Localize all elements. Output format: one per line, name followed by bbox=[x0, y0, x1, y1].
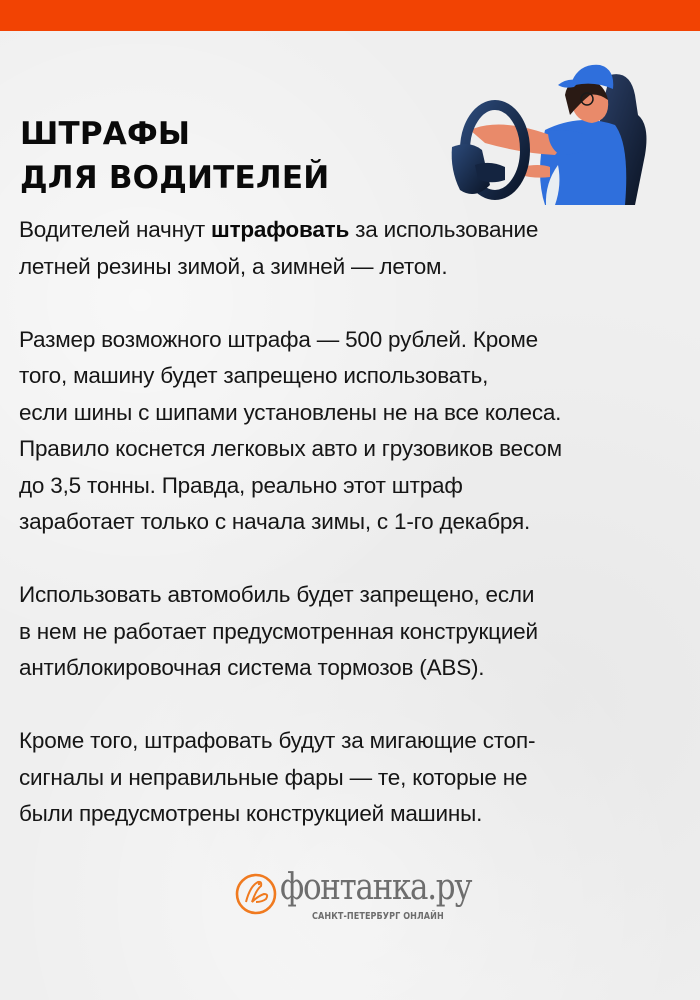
paragraph-2-line: того, машину будет запрещено использовать, bbox=[19, 363, 489, 388]
paragraph-3-line: антиблокировочная система тормозов (ABS). bbox=[19, 655, 485, 680]
paragraph-2-line: Правило коснется легковых авто и грузовиков весом bbox=[19, 436, 562, 461]
top-accent-bar bbox=[0, 0, 700, 31]
article-body bbox=[19, 212, 689, 869]
paragraph-2-line: заработает только с начала зимы, с 1-го декабря. bbox=[19, 509, 530, 534]
paragraph-2-line: если шины с шипами установлены не на все колеса. bbox=[19, 399, 562, 425]
paragraph-4-line: сигналы и неправильные фары — те, которые не bbox=[19, 764, 528, 790]
paragraph-4 bbox=[19, 723, 689, 833]
paragraph-3-line: в нем не работает предусмотренная конструкцией bbox=[19, 618, 538, 644]
paragraph-2-line: Размер возможного штрафа — 500 рублей. Кроме bbox=[19, 326, 538, 352]
text-segment: Водителей начнут bbox=[19, 217, 212, 242]
fontanka-logo bbox=[234, 868, 474, 928]
paragraph-2-line: до 3,5 тонны. Правда, реально этот штраф bbox=[19, 472, 463, 498]
paragraph-4-line: Кроме того, штрафовать будут за мигающие стоп- bbox=[19, 728, 536, 753]
paragraph-1 bbox=[19, 212, 689, 285]
paragraph-3 bbox=[19, 577, 689, 687]
emphasis-fine: штрафовать bbox=[211, 217, 350, 242]
paragraph-3-line: Использовать автомобиль будет запрещено, если bbox=[19, 582, 535, 607]
paragraph-1-line-2: летней резины зимой, а зимней — летом. bbox=[19, 253, 448, 279]
driver-steering-wheel-icon bbox=[450, 55, 660, 210]
logo-wordmark: фонтанка.ру bbox=[280, 867, 472, 908]
paragraph-2 bbox=[19, 322, 689, 541]
bird-logo-icon bbox=[234, 872, 278, 916]
title-line-2: ДЛЯ ВОДИТЕЛЕЙ bbox=[20, 160, 330, 196]
title-line-1: ШТРАФЫ bbox=[20, 116, 191, 152]
driver-illustration bbox=[450, 55, 660, 210]
paragraph-4-line: были предусмотрены конструкцией машины. bbox=[19, 801, 483, 826]
page-title bbox=[20, 112, 329, 200]
text-segment: за использование bbox=[349, 217, 539, 242]
paragraph-1-line-1 bbox=[19, 212, 689, 249]
logo-subtitle: САНКТ-ПЕТЕРБУРГ ОНЛАЙН bbox=[312, 911, 444, 922]
